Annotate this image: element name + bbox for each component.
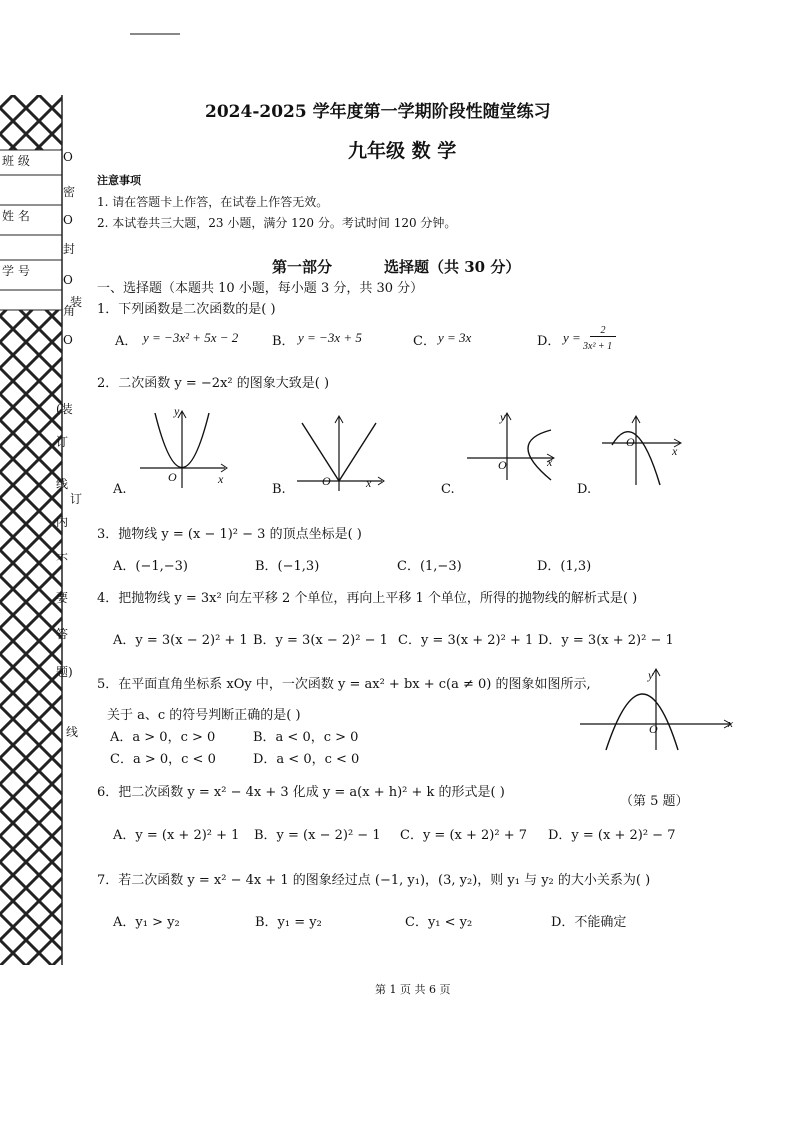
q3-option-a: A．(−1,−3): [113, 559, 188, 574]
graph-option-label: C.: [441, 482, 455, 497]
graph-axis-label: y: [648, 668, 654, 682]
q6-option-c: C．y = (x + 2)² + 7: [400, 828, 527, 843]
q3-option-c: C．(1,−3): [397, 559, 462, 574]
q4-option-b: B．y = 3(x − 2)² − 1: [253, 633, 388, 648]
graph-axis-label: y: [500, 410, 506, 424]
graph-origin-label: O: [322, 474, 331, 488]
option-label: D．: [537, 334, 561, 349]
seal-char: 封: [63, 242, 76, 256]
option-label: B．: [272, 334, 295, 349]
seal-char: O: [63, 213, 73, 227]
graph-axis-label: x: [728, 718, 733, 730]
q5-option-a: A．a > 0，c > 0: [110, 730, 216, 745]
graph-option-label: A.: [113, 482, 127, 497]
q6-option-b: B．y = (x − 2)² − 1: [254, 828, 381, 843]
q5-option-b: B．a < 0，c > 0: [253, 730, 359, 745]
warning-char: 要: [56, 591, 69, 605]
q1-option-d-denominator: 3x² + 1: [583, 341, 613, 352]
name-field-label: 姓 名: [2, 209, 30, 223]
q7-option-a: A．y₁ > y₂: [113, 915, 180, 930]
warning-char: 题): [56, 665, 73, 679]
q5-option-d: D．a < 0，c < 0: [253, 752, 360, 767]
exam-subtitle: 九年级 数 学: [348, 140, 457, 162]
binding-char: 线: [66, 725, 79, 739]
section-heading: 一、选择题（本题共 10 小题，每小题 3 分，共 30 分）: [97, 281, 424, 296]
graph-option-label: D.: [577, 482, 592, 497]
question-7-stem: 7．若二次函数 y = x² − 4x + 1 的图象经过点 (−1, y₁)，(3, y₂)，则 y₁ 与 y₂ 的大小关系为( ): [97, 873, 651, 888]
graph-option-label: B.: [272, 482, 286, 497]
q5-option-c: C．a > 0，c < 0: [110, 752, 216, 767]
seal-char: O: [63, 273, 73, 287]
q2-graph-c: [465, 412, 560, 486]
question-2-stem: 2．二次函数 y = −2x² 的图象大致是( ): [97, 376, 330, 391]
part-title: 第一部分: [272, 258, 333, 276]
q7-option-b: B．y₁ = y₂: [255, 915, 322, 930]
notice-heading: 注意事项: [97, 174, 141, 187]
q4-option-d: D．y = 3(x + 2)² − 1: [538, 633, 674, 648]
part-subtitle: 选择题（共 30 分）: [384, 258, 521, 276]
student-id-field-label: 学 号: [2, 264, 30, 278]
graph-axis-label: y: [174, 404, 180, 418]
seal-char: 角: [63, 304, 76, 318]
warning-char: 内: [56, 515, 69, 529]
question-3-stem: 3．抛物线 y = (x − 1)² − 3 的顶点坐标是( ): [97, 527, 362, 542]
graph-axis-label: x: [366, 476, 372, 490]
notice-item: 1. 请在答题卡上作答，在试卷上作答无效。: [97, 195, 329, 209]
warning-char: 答: [56, 627, 69, 641]
q2-graph-b: [292, 415, 387, 499]
q7-option-c: C．y₁ < y₂: [405, 915, 473, 930]
q4-option-c: C．y = 3(x + 2)² + 1: [398, 633, 534, 648]
question-5-stem: 5．在平面直角坐标系 xOy 中，一次函数 y = ax² + bx + c(a ≠ 0) 的图象如图所示,: [97, 677, 591, 692]
seal-char: 密: [63, 185, 76, 199]
q1-option-d-numerator: 2: [590, 325, 616, 337]
graph-axis-label: x: [672, 444, 678, 458]
page-number: 第 1 页 共 6 页: [375, 983, 451, 996]
binding-char: 装: [70, 295, 83, 309]
q1-option-c: y = 3x: [438, 330, 472, 345]
notice-item: 2. 本试卷共三大题，23 小题，满分 120 分。考试时间 120 分钟。: [97, 216, 457, 230]
q1-option-a: y = −3x² + 5x − 2: [143, 330, 239, 345]
q6-option-a: A．y = (x + 2)² + 1: [113, 828, 240, 843]
q7-option-d: D．不能确定: [551, 915, 627, 930]
graph-axis-label: x: [547, 455, 553, 469]
q1-option-d-lhs: y =: [563, 330, 581, 345]
q4-option-a: A．y = 3(x − 2)² + 1: [113, 633, 248, 648]
question-5-stem-2: 关于 a、c 的符号判断正确的是( ): [107, 708, 301, 723]
class-field-label: 班 级: [2, 154, 30, 168]
option-label: C．: [413, 334, 436, 349]
seal-char: O: [63, 150, 73, 164]
graph-origin-label: O: [649, 722, 658, 736]
graph-axis-label: x: [218, 472, 224, 486]
graph-origin-label: O: [626, 435, 635, 449]
warning-char: 不: [56, 552, 69, 566]
q1-option-b: y = −3x + 5: [298, 330, 362, 345]
exam-title: 2024-2025 学年度第一学期阶段性随堂练习: [205, 102, 551, 122]
q6-option-d: D．y = (x + 2)² − 7: [548, 828, 676, 843]
question-4-stem: 4．把抛物线 y = 3x² 向左平移 2 个单位，再向上平移 1 个单位，所得的抛物线的解析式是( ): [97, 591, 638, 606]
graph-origin-label: O: [168, 470, 177, 484]
q5-parabola-figure: [578, 668, 738, 757]
question-6-stem: 6．把二次函数 y = x² − 4x + 3 化成 y = a(x + h)² + k 的形式是( ): [97, 785, 505, 800]
q2-graph-a: [135, 410, 230, 494]
scan-mark: [130, 33, 180, 35]
q3-option-b: B．(−1,3): [255, 559, 320, 574]
binding-char: 订: [70, 492, 83, 506]
q3-option-d: D．(1,3): [537, 559, 592, 574]
warning-char: (装: [56, 402, 73, 416]
option-label: A．: [115, 334, 138, 349]
graph-origin-label: O: [498, 458, 507, 472]
seal-char: O: [63, 333, 73, 347]
binding-margin: [0, 95, 82, 965]
warning-char: 订: [56, 435, 69, 449]
warning-char: 线: [56, 477, 69, 491]
question-1-stem: 1．下列函数是二次函数的是( ): [97, 302, 276, 317]
figure-caption: （第 5 题）: [620, 794, 689, 809]
